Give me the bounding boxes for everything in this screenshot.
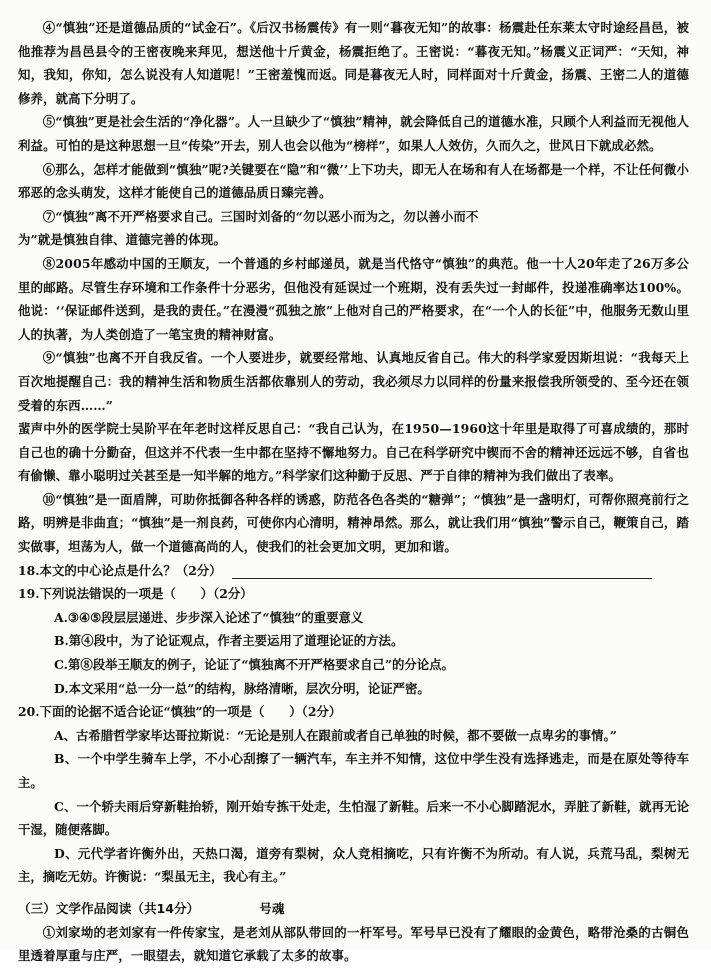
section-3-title: （三）文学作品阅读（共14分）: [18, 900, 200, 916]
paragraph-10: ⑩“慎独”是一面盾牌，可助你抵御各种各样的诱惑，防范各色各类的“糖弹”；“慎独”是一盏明灯，可帮你照亮前行之路，明辨是非曲直；“慎独”是一剂良药，可使你内心清明，精神昂然。那么，就让我们用“慎独”警示自己，鞭策自己，踏实做事，坦荡为人，做一个道德高尚的人，使我们的社会更加文明，更加和谐。: [18, 491, 689, 555]
question-20-option-c: C、一个轿夫雨后穿新鞋抬轿，刚开始专拣干处走，生怕湿了新鞋。后来一不小心脚踏泥水，弄脏了新鞋，就再无论干湿，随便落脚。: [18, 798, 689, 838]
question-20-option-d: D、元代学者许衡外出，天热口渴，道旁有梨树，众人竞相摘吃，只有许衡不为所动。有人说，兵荒马乱，梨树无主，摘吃无妨。许衡说：“梨虽无主，我心有主。”: [18, 845, 689, 885]
section-3-heading: [18, 897, 689, 921]
question-18-answer-line[interactable]: [232, 564, 652, 579]
paragraph-7-line1: ⑦“慎独”离不开严格要求自己。三国时刘备的“勿以恶小而为之，勿以善小而不: [42, 208, 479, 224]
question-20-option-a: A、古希腊哲学家毕达哥拉斯说：“无论是别人在跟前或者自己单独的时候，都不要做一点卑劣的事情。”: [54, 727, 617, 743]
story-title: 号魂: [259, 900, 285, 916]
question-19-option-d: D.本文采用“总一分一总”的结构，脉络清晰，层次分明，论证严密。: [54, 680, 430, 696]
story-paragraph-1: ①刘家坳的老刘家有一件传家宝，是老刘从部队带回的一杆军号。军号早已没有了耀眼的金黄色，略带沧桑的古铜色里透着厚重与庄严，一眼望去，就知道它承载了太多的故事。: [18, 924, 689, 964]
paragraph-8: ⑧2005年感动中国的王顺友，一个普通的乡村邮递员，就是当代恪守“慎独”的典范。他一十人20年走了26万多公里的邮路。尽管生存环境和工作条件十分恶劣，但他没有延误过一个班期，没有丢失过一封邮件，投递准确率达100%。他说：‘‘保证邮件送到，是我的责任。”在漫漫“孤独之旅”上他对自己的严格要求，在“一个人的长征”中，他服务无数山里人的执著，为人类创造了一笔宝贵的精神财富。: [18, 255, 689, 342]
question-18: [18, 559, 689, 583]
paragraph-5: ⑤“慎独”更是社会生活的“净化器”。人一旦缺少了“慎独”精神，就会降低自己的道德水准，只顾个人利益而无视他人利益。可怕的是这种思想一旦“传染”开去，别人也会以他为“榜样”，如果人人效仿，久而久之，世风日下就成必然。: [18, 114, 689, 153]
paragraph-9b: 蜚声中外的医学院士吴阶平在年老时这样反思自己：“我自己认为，在1950—1960这十年里是取得了可喜成绩的，那时自己也的确十分勤奋，但这并不代表一生中都在坚持不懈地努力。自己在科学研究中锲而不舍的精神还远远不够，自省也有偷懒、靠小聪明过关甚至是一知半解的地方。”科学家们这种勤于反思、严于自律的精神为我们做出了表率。: [18, 421, 689, 484]
question-19-option-b: B.第④段中，为了论证观点，作者主要运用了道理论证的方法。: [54, 633, 404, 649]
question-19-option-c: C.第⑧段举王顺友的例子，论证了“慎独离不开严格要求自己”的分论点。: [54, 657, 454, 673]
question-19-option-a: A.③④⑤段层层递进、步步深入论述了“慎独”的重要意义: [54, 609, 364, 625]
paragraph-4: ④“慎独”还是道德品质的“试金石”。《后汉书杨震传》有一则“暮夜无知”的故事：杨震赴任东莱太守时途经昌邑，被他推荐为昌邑县令的王密夜晚来拜见，想送他十斤黄金，杨震拒绝了。王密说：“暮夜无知。”杨震义正词严：“天知，神知，我知，你知，怎么说没有人知道呢！”王密羞愧而返。同是暮夜无人时，同样面对十斤黄金，扬震、王密二人的道德修养，就高下分明了。: [18, 20, 689, 106]
question-20-option-b: B、一个中学生骑车上学，不小心刮擦了一辆汽车，车主并不知情，这位中学生没有选择逃走，而是在原处等待车主。: [18, 751, 689, 790]
question-20: 20.下面的论据不适合论证“慎独”的一项是（ ）（2分）: [18, 704, 342, 720]
paragraph-9a: ⑨“慎独”也离不开自我反省。一个人要进步，就要经常地、认真地反省自己。伟大的科学家爱因斯坦说：“我每天上百次地提醒自己：我的精神生活和物质生活都依靠别人的劳动，我必须尽力以同样的份量来报偿我所领受的、至今还在领受着的东西……”: [18, 350, 689, 413]
paragraph-6: ⑥那么，怎样才能做到“慎独”呢?关键要在“隐”和“微’’上下功夫，即无人在场和有人在场都是一个样，不让任何微小邪恶的念头萌发，这样才能使自己的道德品质日臻完善。: [18, 161, 689, 201]
question-19: 19.下列说法错误的一项是（ ）（2分）: [18, 586, 253, 602]
paragraph-7-line2: 为”就是慎独自律、道德完善的体现。: [18, 232, 226, 248]
question-18-text: 18.本文的中心论点是什么？（2分）: [18, 562, 222, 578]
